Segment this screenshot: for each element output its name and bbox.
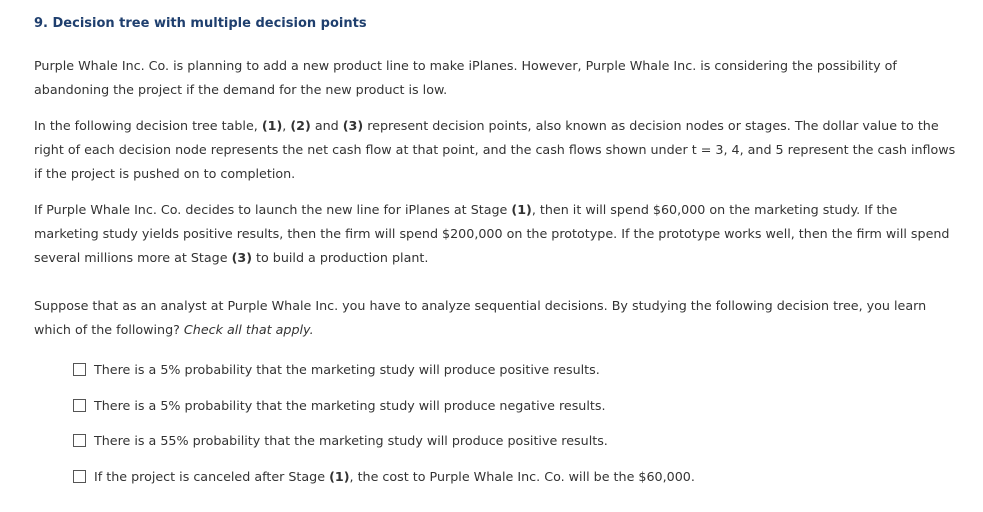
option-1-label: There is a 5% probability that the marketing study will produce positive results. [94,362,600,377]
option-1[interactable] [73,362,600,377]
intro-paragraph: Purple Whale Inc. Co. is planning to add a new product line to make iPlanes. However, Purple Whale Inc. is considering the possibility of abandoning the project if the demand for the new product is low. [34,58,897,97]
p3-node-3: (3) [231,250,252,265]
option-1-checkbox[interactable] [73,363,86,376]
p3-node-1: (1) [511,202,532,217]
option-3[interactable] [73,433,608,448]
p2-node-1: (1) [261,118,283,133]
option-2-label: There is a 5% probability that the marketing study will produce negative results. [94,398,606,413]
p4-instruction: Check all that apply. [183,322,314,337]
prompt-paragraph [34,294,959,342]
p2-node-3: (3) [342,118,364,133]
option-4[interactable] [73,469,695,484]
option-3-checkbox[interactable] [73,434,86,447]
p3-text-b: , then it will spend $60,000 on the marketing study. If the marketing study yields positive results, then the firm will spend $200,000 on the prototype. If the prototype works well, then the firm will spend several millions more at Stage [34,202,950,265]
p4-text: Suppose that as an analyst at Purple Whale Inc. you have to analyze sequential decisions. By studying the following decision tree, you learn which of the following? [34,298,927,337]
option-4-label [94,469,695,484]
option-4-text-b: , the cost to Purple Whale Inc. Co. will be the $60,000. [349,469,695,484]
p2-text-a: In the following decision tree table, [34,118,262,133]
option-4-stage: (1) [329,469,350,484]
option-3-label: There is a 55% probability that the marketing study will produce positive results. [94,433,608,448]
option-2[interactable] [73,398,606,413]
p2-text-b: , [282,118,291,133]
option-4-checkbox[interactable] [73,470,86,483]
p3-text-c: to build a production plant. [252,250,429,265]
p2-text-c: and [310,118,343,133]
p2-node-2: (2) [290,118,311,133]
stages-paragraph [34,198,959,270]
p3-text-a: If Purple Whale Inc. Co. decides to launch the new line for iPlanes at Stage [34,202,512,217]
p2-text-d: represent decision points, also known as decision nodes or stages. The dollar value to the right of each decision node represents the net cash flow at that point, and the cash flows shown under t = 3, 4, and 5 represent the cash inflows if the project is pushed on to completion. [34,118,956,181]
question-title: 9. Decision tree with multiple decision points [34,16,367,31]
option-2-checkbox[interactable] [73,399,86,412]
option-4-text-a: If the project is canceled after Stage [94,469,330,484]
decision-points-paragraph [34,114,959,186]
